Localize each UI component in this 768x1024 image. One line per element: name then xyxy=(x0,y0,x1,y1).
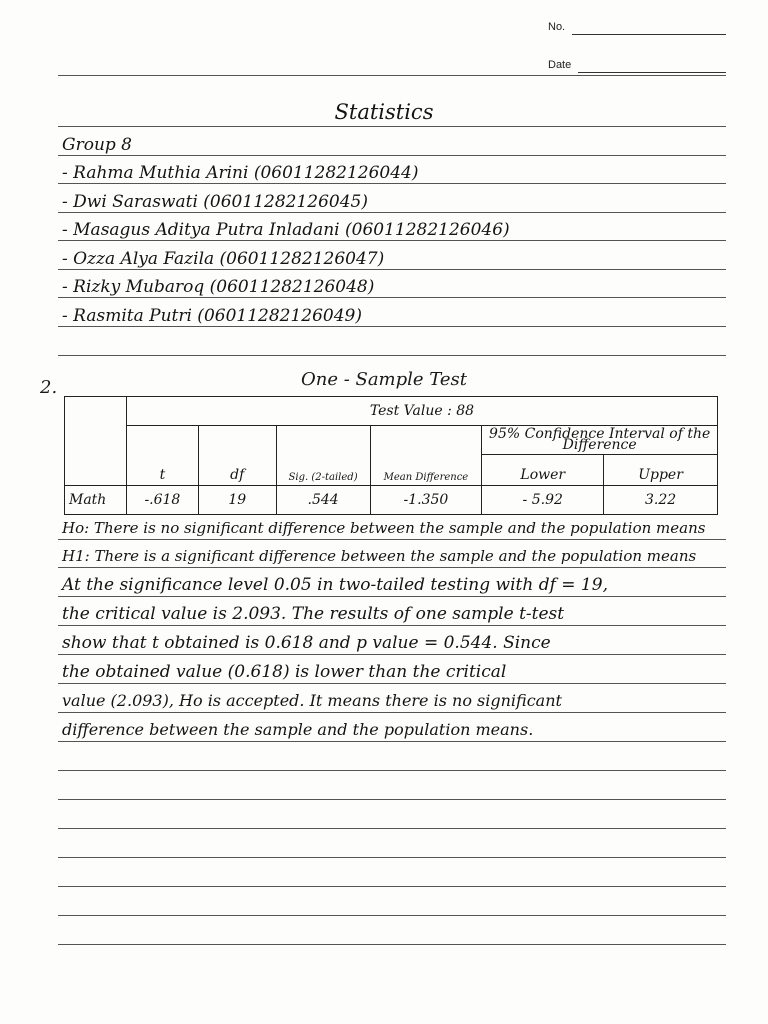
answer-line-8: difference between the sample and the population means. xyxy=(62,720,534,739)
cell-lower: - 5.92 xyxy=(482,486,604,515)
date-label: Date xyxy=(548,59,572,71)
member-3: - Masagus Aditya Putra Inladani (06011282126046) xyxy=(62,220,510,240)
cell-df: 19 xyxy=(198,486,276,515)
answer-line-6: the obtained value (0.618) is lower than the critical xyxy=(62,662,507,682)
no-label: No. xyxy=(548,21,566,33)
col-header-t: t xyxy=(126,426,198,486)
col-header-lower: Lower xyxy=(482,455,604,486)
member-6: - Rasmita Putri (06011282126049) xyxy=(62,306,362,326)
one-sample-test-table xyxy=(64,396,718,515)
cell-mean-difference: -1.350 xyxy=(370,486,482,515)
member-1: - Rahma Muthia Arini (06011282126044) xyxy=(62,163,419,183)
cell-upper: 3.22 xyxy=(604,486,718,515)
test-value-header: Test Value : 88 xyxy=(126,397,717,426)
table-title: One - Sample Test xyxy=(300,369,468,390)
col-header-upper: Upper xyxy=(604,455,718,486)
date-line xyxy=(578,72,726,73)
table-row xyxy=(65,486,718,515)
question-number: 2. xyxy=(40,377,58,398)
no-line xyxy=(572,34,726,35)
group-name: Group 8 xyxy=(62,135,132,155)
col-header-df: df xyxy=(198,426,276,486)
table-corner-cell xyxy=(65,397,127,486)
answer-line-1: Ho: There is no significant difference between the sample and the population means xyxy=(62,519,706,537)
answer-line-7: value (2.093), Ho is accepted. It means there is no significant xyxy=(62,691,562,710)
member-2: - Dwi Saraswati (06011282126045) xyxy=(62,192,368,212)
ci-header: 95% Confidence Interval of the Difference xyxy=(482,426,718,455)
answer-line-3: At the significance level 0.05 in two-tailed testing with df = 19, xyxy=(62,575,608,595)
member-5: - Rizky Mubaroq (06011282126048) xyxy=(62,277,375,297)
row-label-math: Math xyxy=(65,486,127,515)
member-4: - Ozza Alya Fazila (06011282126047) xyxy=(62,249,385,269)
col-header-sig: Sig. (2-tailed) xyxy=(276,426,370,486)
answer-line-2: H1: There is a significant difference between the sample and the population means xyxy=(62,547,697,565)
answer-line-4: the critical value is 2.093. The results of one sample t-test xyxy=(62,604,565,624)
cell-sig: .544 xyxy=(276,486,370,515)
col-header-mean-difference: Mean Difference xyxy=(370,426,482,486)
cell-t: -.618 xyxy=(126,486,198,515)
page-title: Statistics xyxy=(334,100,434,124)
answer-line-5: show that t obtained is 0.618 and p value = 0.544. Since xyxy=(62,633,551,653)
